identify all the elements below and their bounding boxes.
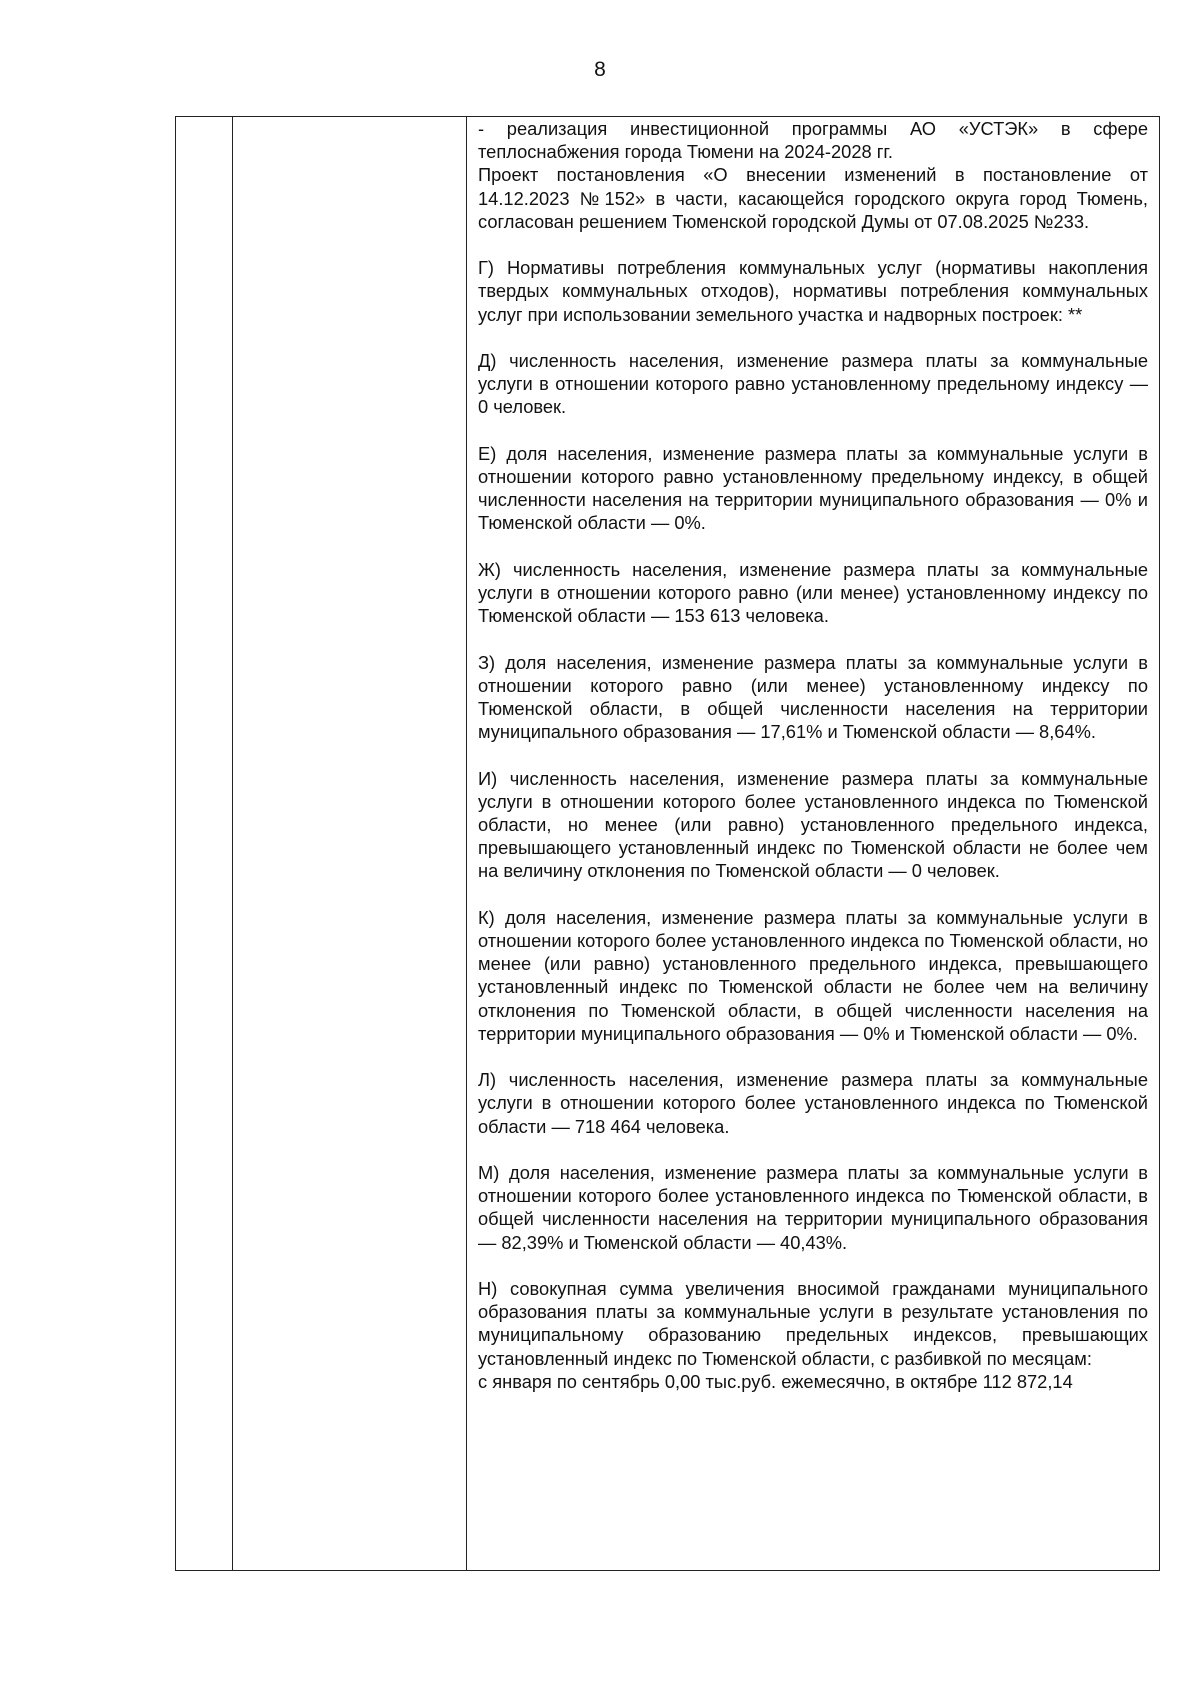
paragraph-monthly-breakdown: с января по сентябрь 0,00 тыс.руб. ежемесячно, в октябре 112 872,14: [478, 1370, 1073, 1392]
table-column-divider: [466, 117, 467, 1570]
table-content-cell: [478, 117, 1148, 1393]
paragraph-resolution-project: Проект постановления «О внесении изменений в постановление от 14.12.2023 №152» в части, касающейся городского округа город Тюмень, согласован решением Тюменской городской Думы от 07.08.2025 №233.: [478, 164, 1148, 232]
paragraph-k-population-share: К) доля населения, изменение размера платы за коммунальные услуги в отношении которого более установленного индекса по Тюменской области, но менее (или равно) установленного предельного индекса, превышающего установленный индекс по Тюменской области не более чем на величину отклонения по Тюменской области, в общей численности населения на территории муниципального образования — 0% и Тюменской области — 0%.: [478, 906, 1148, 1044]
paragraph-z-population-share: З) доля населения, изменение размера платы за коммунальные услуги в отношении которого равно (или менее) установленному индексу по Тюменской области, в общей численности населения на территории муниципального образования — 17,61% и Тюменской области — 8,64%.: [478, 651, 1148, 743]
paragraph-m-population-share: М) доля населения, изменение размера платы за коммунальные услуги в отношении которого более установленного индекса по Тюменской области, в общей численности населения на территории муниципального образования — 82,39% и Тюменской области — 40,43%.: [478, 1162, 1148, 1253]
document-table: [175, 116, 1160, 1571]
paragraph-g-consumption-norms: Г) Нормативы потребления коммунальных услуг (нормативы накопления твердых коммунальных отходов), нормативы потребления коммунальных услуг при использовании земельного участка и надворных построек: **: [478, 257, 1148, 325]
paragraph-zh-population-count: Ж) численность населения, изменение размера платы за коммунальные услуги в отношении которого равно (или менее) установленному индексу по Тюменской области — 153 613 человека.: [478, 558, 1148, 627]
table-column-divider: [232, 117, 233, 1570]
paragraph-investment-program: - реализация инвестиционной программы АО «УСТЭК» в сфере теплоснабжения города Тюмени на 2024-2028 гг.: [478, 118, 1148, 163]
paragraph-e-population-share: Е) доля населения, изменение размера платы за коммунальные услуги в отношении которого равно установленному предельному индексу, в общей численности населения на территории муниципального образования — 0% и Тюменской области — 0%.: [478, 442, 1148, 534]
paragraph-i-population-count: И) численность населения, изменение размера платы за коммунальные услуги в отношении которого более установленного индекса по Тюменской области, но менее (или равно) установленного предельного индекса, превышающего установленный индекс по Тюменской области не более чем на величину отклонения по Тюменской области — 0 человек.: [478, 767, 1148, 882]
paragraph-d-population-count: Д) численность населения, изменение размера платы за коммунальные услуги в отношении которого равно установленному предельному индексу — 0 человек.: [478, 350, 1148, 418]
paragraph-l-population-count: Л) численность населения, изменение размера платы за коммунальные услуги в отношении которого более установленного индекса по Тюменской области — 718 464 человека.: [478, 1069, 1148, 1137]
page-number: 8: [594, 58, 606, 81]
paragraph-n-total-increase: Н) совокупная сумма увеличения вносимой гражданами муниципального образования платы за коммунальные услуги в результате установления по муниципальному образованию предельных индексов, превышающих установленный индекс по Тюменской области, с разбивкой по месяцам:: [478, 1278, 1148, 1369]
